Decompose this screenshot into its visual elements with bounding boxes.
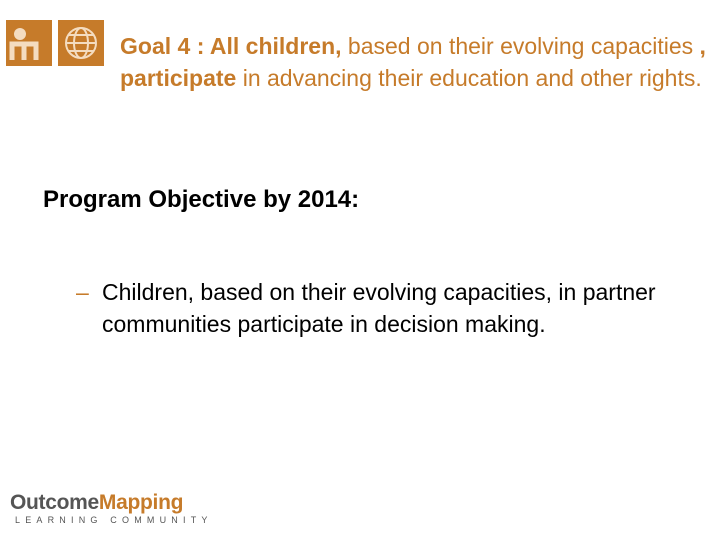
header-logo-tiles bbox=[6, 20, 106, 68]
goal-text-1: based on their evolving capacities bbox=[341, 33, 700, 59]
objective-bullet bbox=[76, 276, 682, 340]
outcome-mapping-logo bbox=[10, 491, 230, 531]
bullet-dash: – bbox=[76, 279, 89, 305]
logo-word-outcome: Outcome bbox=[10, 491, 99, 514]
m-logo-dot bbox=[14, 28, 26, 40]
logo-tagline: LEARNING COMMUNITY bbox=[15, 515, 213, 525]
objective-heading: Program Objective by 2014: bbox=[43, 186, 360, 213]
bullet-text: Children, based on their evolving capacities, in partner communities participate in decision making. bbox=[102, 279, 656, 337]
goal-bold-1: Goal 4 : All children, bbox=[120, 33, 342, 59]
goal-text-2: in advancing their education and other rights. bbox=[236, 65, 702, 91]
goal-bold-2: , participate bbox=[120, 33, 706, 91]
goal-statement bbox=[120, 30, 710, 94]
logo-word-mapping: Mapping bbox=[98, 491, 184, 514]
